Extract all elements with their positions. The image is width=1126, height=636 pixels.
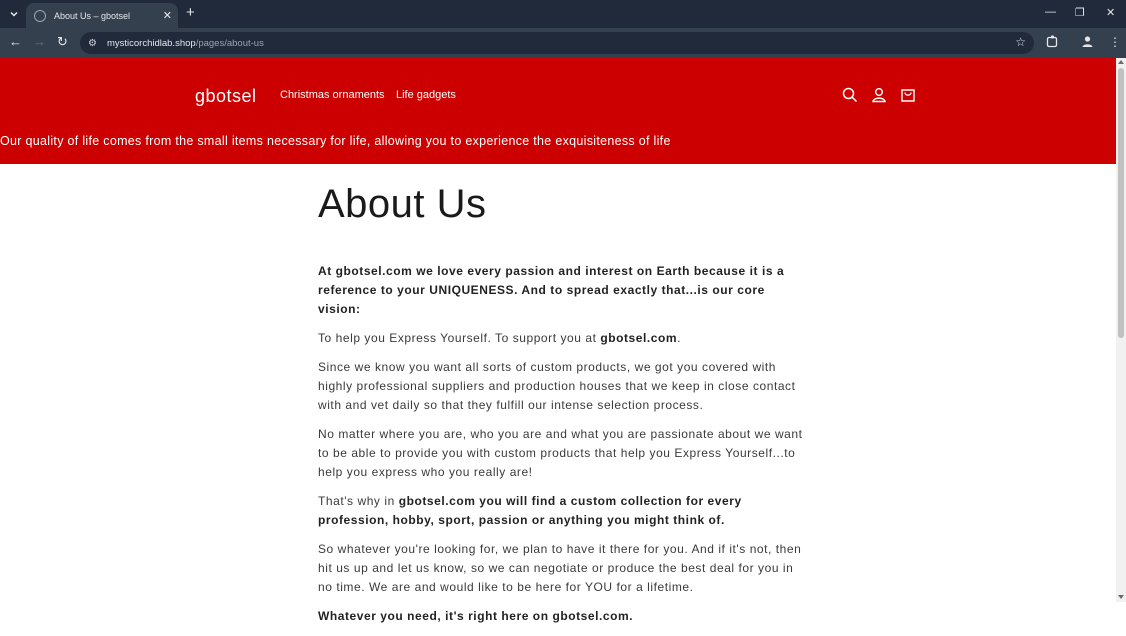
scroll-up-icon[interactable] [1118,60,1124,64]
nav-christmas-ornaments[interactable]: Christmas ornaments [280,89,385,101]
site-logo[interactable]: gbotsel [195,86,257,106]
tab-list-icon[interactable] [4,4,24,24]
cart-icon[interactable] [899,86,919,106]
page-title: About Us [318,182,487,226]
paragraph-suppliers: Since we know you want all sorts of custom products, we got you covered with highly professional suppliers and production houses that we keep in close contact with and vet daily so that they fulfill our intense selection process. [318,360,796,412]
site-info-icon[interactable]: ⚙ [88,37,97,49]
scrollbar-thumb[interactable] [1118,68,1124,338]
paragraph-vision: At gbotsel.com we love every passion and interest on Earth because it is a reference to your UNIQUENESS. And to spread exactly that...is our core vision: [318,264,785,316]
close-icon[interactable]: ✕ [162,10,172,22]
paragraph-passion: No matter where you are, who you are and what you are passionate about we want to be able to provide you with custom products that help you Express Yourself...to help you express who you really are! [318,427,803,479]
scroll-down-icon[interactable] [1118,595,1124,599]
minimize-icon[interactable]: — [1045,6,1056,18]
star-icon[interactable]: ☆ [1015,35,1026,49]
profile-icon[interactable] [1081,35,1094,51]
page-scrollbar[interactable] [1116,58,1126,602]
extensions-icon[interactable] [1046,35,1059,51]
address-bar[interactable] [80,32,1034,54]
globe-icon [34,10,46,22]
paragraph-lifetime: So whatever you're looking for, we plan to have it there for you. And if it's not, then hit us up and let us know, so we can negotiate or produce the best deal for you in no time. We are and would like to be here for YOU for a lifetime. [318,542,802,594]
browser-tab[interactable] [26,3,178,28]
url-text: mysticorchidlab.shop/pages/about-us [106,37,264,49]
back-icon[interactable]: ← [9,34,22,49]
tab-title: About Us – gbotsel [54,10,131,21]
site-header [0,58,1116,164]
account-icon[interactable] [870,86,890,106]
about-content [318,180,808,636]
maximize-icon[interactable]: ❐ [1075,7,1085,19]
menu-icon[interactable]: ⋮ [1109,35,1121,49]
nav-life-gadgets[interactable]: Life gadgets [396,89,456,101]
browser-toolbar [0,28,1126,58]
new-tab-button[interactable]: + [186,4,195,21]
forward-icon[interactable]: → [33,34,46,49]
browser-tab-bar [0,0,1126,28]
paragraph-closing: Whatever you need, it's right here on gbotsel.com. [318,609,634,623]
paragraph-express: To help you Express Yourself. To support you at gbotsel.com. [318,331,681,345]
search-icon[interactable] [841,86,861,106]
window-close-icon[interactable]: ✕ [1106,7,1116,19]
paragraph-collection: That's why in gbotsel.com you will find a custom collection for every profession, hobby, sport, passion or anything you might think of. [318,494,742,527]
page-viewport [0,58,1116,623]
reload-icon[interactable]: ↻ [57,34,68,49]
announcement-text: Our quality of life comes from the small items necessary for life, allowing you to experience the exquisiteness of life [0,134,671,148]
